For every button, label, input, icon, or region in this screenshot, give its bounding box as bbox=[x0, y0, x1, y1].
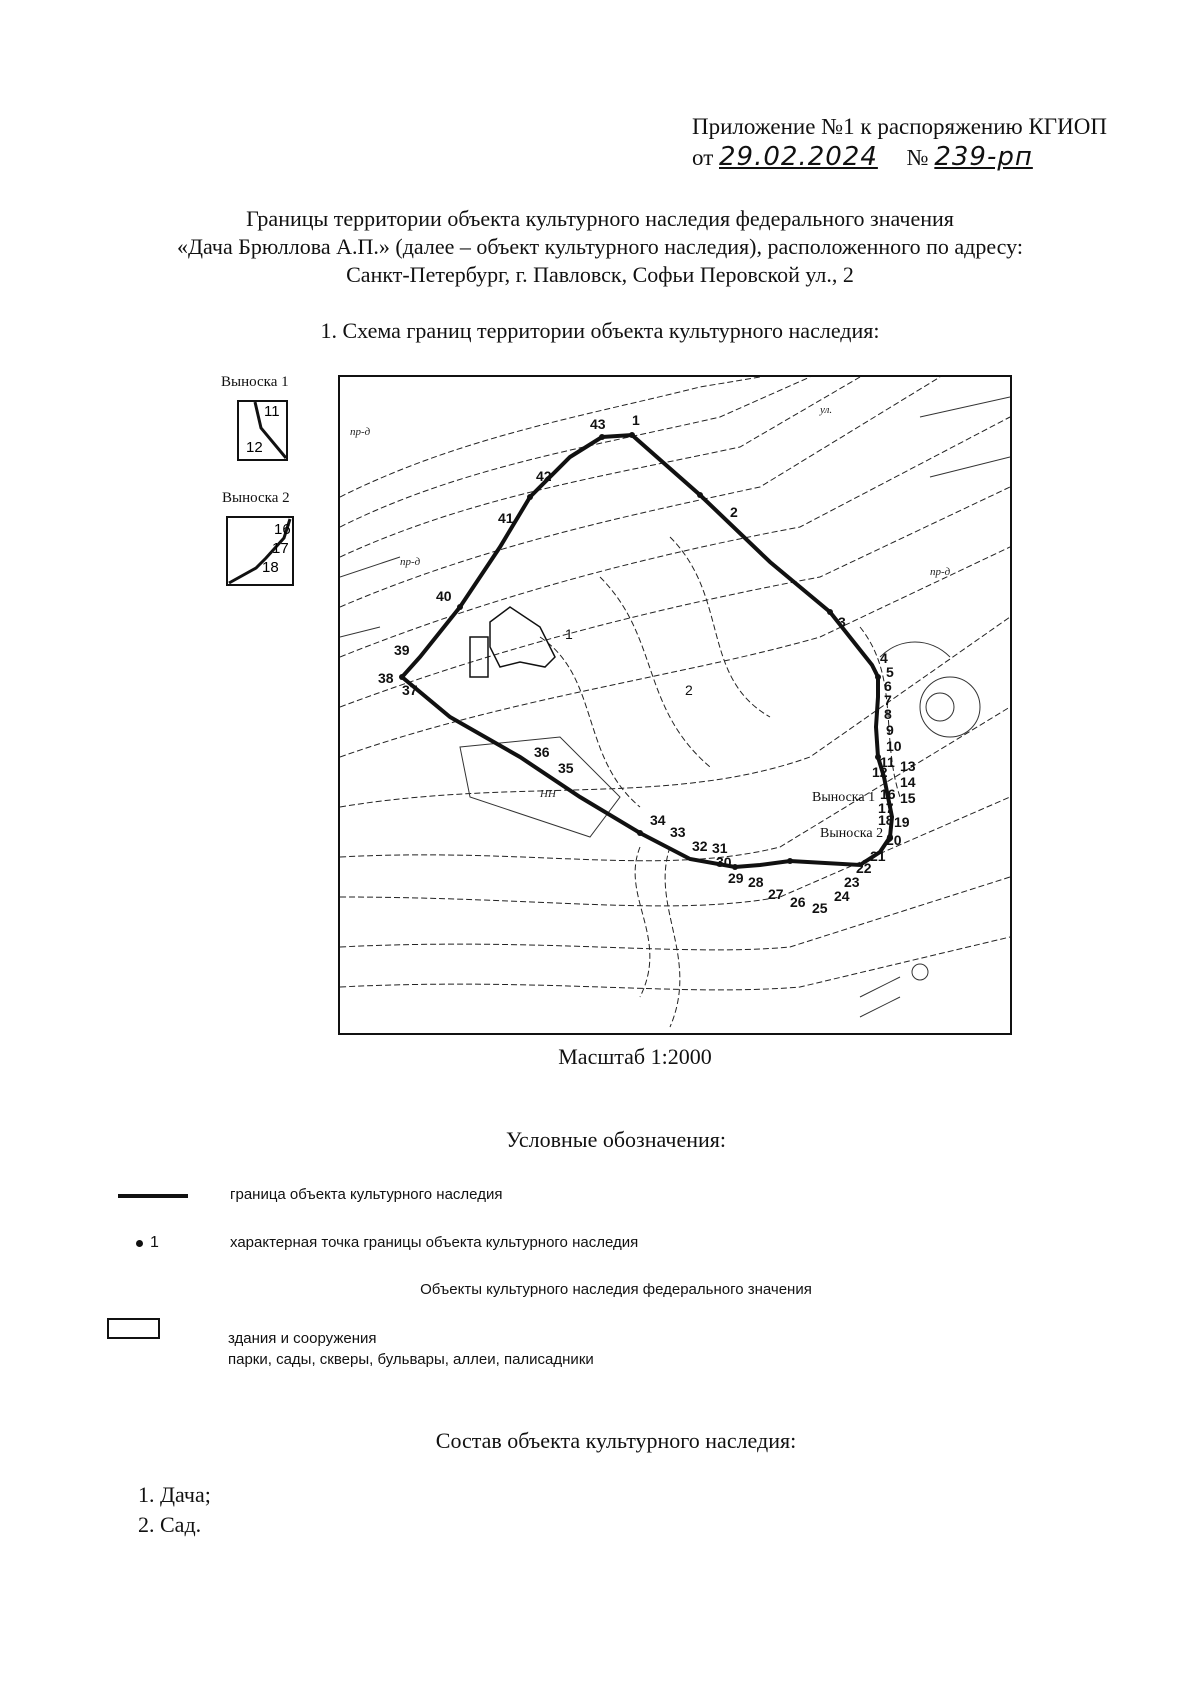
legend-point-text: характерная точка границы объекта культурного наследия bbox=[230, 1234, 639, 1251]
title-line-2: «Дача Брюллова А.П.» (далее – объект культурного наследия), расположенного по адресу: bbox=[177, 234, 1023, 259]
section-title: 1. Схема границ территории объекта культурного наследия: bbox=[320, 318, 880, 343]
point-label-33: 33 bbox=[670, 824, 686, 840]
point-label-21: 21 bbox=[870, 848, 886, 864]
point-label-27: 27 bbox=[768, 886, 784, 902]
road-label-4: ул. bbox=[820, 404, 833, 416]
legend-title: Условные обозначения: bbox=[505, 1127, 727, 1152]
point-label-11: 11 bbox=[880, 754, 895, 770]
legend-point-symbol bbox=[136, 1240, 143, 1247]
point-label-4: 4 bbox=[880, 650, 888, 666]
point-label-32: 32 bbox=[692, 838, 708, 854]
point-label-8: 8 bbox=[884, 706, 892, 722]
object-label-dacha: 1 bbox=[565, 626, 573, 642]
map-callout-1: Выноска 1 bbox=[812, 790, 876, 805]
composition-item: 2. Сад. bbox=[138, 1512, 202, 1537]
callout-2-point-17: 17 bbox=[272, 540, 289, 557]
callout-1-inset bbox=[237, 400, 289, 462]
title-line-3: Санкт-Петербург, г. Павловск, Софьи Перовской ул., 2 bbox=[346, 262, 854, 287]
point-label-15: 15 bbox=[900, 790, 916, 806]
document-title bbox=[120, 205, 1080, 289]
point-label-18: 18 bbox=[878, 812, 894, 828]
callout-2-inset bbox=[226, 516, 296, 588]
point-label-24: 24 bbox=[834, 888, 850, 904]
point-label-9: 9 bbox=[886, 722, 894, 738]
date-prefix: от bbox=[692, 145, 714, 170]
boundary-map bbox=[338, 375, 1012, 1035]
composition-item: 1. Дача; bbox=[138, 1482, 211, 1507]
map-scale: Масштаб 1:2000 bbox=[558, 1044, 712, 1069]
point-label-30: 30 bbox=[716, 854, 732, 870]
callout-2-point-18: 18 bbox=[262, 559, 279, 576]
point-label-35: 35 bbox=[558, 760, 574, 776]
object-labels bbox=[565, 626, 693, 698]
point-label-2: 2 bbox=[730, 504, 738, 520]
point-label-38: 38 bbox=[378, 670, 394, 686]
road-label-2: пр-д bbox=[930, 566, 951, 578]
point-label-39: 39 bbox=[394, 642, 410, 658]
point-label-42: 42 bbox=[536, 468, 552, 484]
point-label-43: 43 bbox=[590, 416, 606, 432]
road-label-3: пр-д bbox=[400, 556, 421, 568]
point-label-23: 23 bbox=[844, 874, 860, 890]
point-label-6: 6 bbox=[884, 678, 892, 694]
legend-parks-text: парки, сады, скверы, бульвары, аллеи, палисадники bbox=[228, 1351, 594, 1368]
point-label-1: 1 bbox=[632, 412, 640, 428]
point-label-22: 22 bbox=[856, 860, 872, 876]
order-date: 29.02.2024 bbox=[719, 142, 878, 172]
point-label-3: 3 bbox=[838, 614, 846, 630]
order-number: 239-рп bbox=[934, 142, 1033, 172]
title-line-1: Границы территории объекта культурного наследия федерального значения bbox=[246, 206, 954, 231]
callout-2-label: Выноска 2 bbox=[222, 490, 290, 506]
object-label-garden: 2 bbox=[685, 682, 693, 698]
road-label-5: НН bbox=[540, 788, 556, 800]
point-label-37: 37 bbox=[402, 682, 418, 698]
building-dacha bbox=[470, 607, 555, 677]
legend-boundary-text: граница объекта культурного наследия bbox=[230, 1186, 503, 1203]
map-callout-2: Выноска 2 bbox=[820, 826, 884, 841]
point-label-34: 34 bbox=[650, 812, 666, 828]
callout-2-point-16: 16 bbox=[274, 521, 291, 538]
map-callout-labels bbox=[812, 790, 883, 841]
point-label-28: 28 bbox=[748, 874, 764, 890]
point-label-17: 17 bbox=[878, 800, 894, 816]
point-label-5: 5 bbox=[886, 664, 894, 680]
callout-1-label: Выноска 1 bbox=[221, 374, 289, 390]
point-label-19: 19 bbox=[894, 814, 910, 830]
point-label-16: 16 bbox=[880, 786, 896, 802]
point-label-7: 7 bbox=[884, 692, 892, 708]
point-label-40: 40 bbox=[436, 588, 452, 604]
number-prefix: № bbox=[906, 145, 929, 170]
legend-boundary-line-symbol bbox=[118, 1194, 188, 1198]
callout-1-point-11: 11 bbox=[264, 403, 280, 420]
point-label-41: 41 bbox=[498, 510, 514, 526]
road-label-1: пр-д bbox=[350, 426, 371, 438]
legend-building-text: здания и сооружения bbox=[228, 1330, 377, 1347]
point-label-10: 10 bbox=[886, 738, 902, 754]
attachment-date-line bbox=[692, 142, 1107, 173]
point-label-29: 29 bbox=[728, 870, 744, 886]
point-label-20: 20 bbox=[886, 832, 902, 848]
composition-list bbox=[138, 1480, 211, 1540]
callout-1-point-12: 12 bbox=[246, 439, 263, 456]
point-label-13: 13 bbox=[900, 758, 916, 774]
point-label-26: 26 bbox=[790, 894, 806, 910]
attachment-title: Приложение №1 к распоряжению КГИОП bbox=[692, 114, 1107, 139]
point-label-25: 25 bbox=[812, 900, 828, 916]
point-label-36: 36 bbox=[534, 744, 550, 760]
point-label-14: 14 bbox=[900, 774, 916, 790]
attachment-header bbox=[692, 112, 1107, 173]
point-label-31: 31 bbox=[712, 840, 728, 856]
legend-point-number: 1 bbox=[150, 1234, 159, 1251]
map-canvas bbox=[340, 377, 1010, 1033]
legend-building-symbol bbox=[107, 1318, 160, 1339]
composition-title: Состав объекта культурного наследия: bbox=[435, 1428, 797, 1453]
legend-group-heading: Объекты культурного наследия федерального значения bbox=[420, 1281, 812, 1298]
point-label-12: 12 bbox=[872, 764, 888, 780]
